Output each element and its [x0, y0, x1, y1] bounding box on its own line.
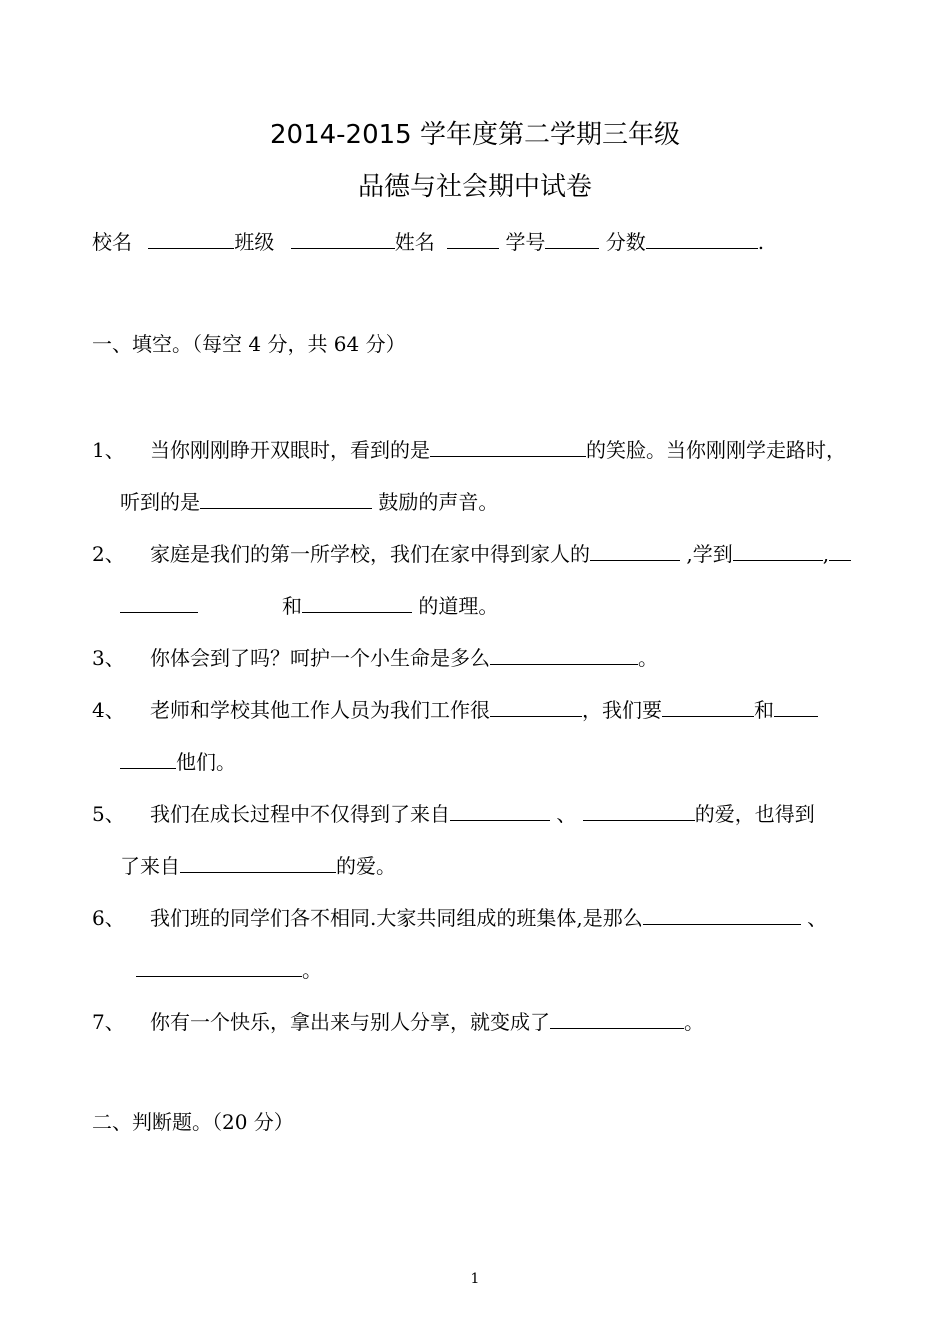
question-6-text-c: 。	[302, 958, 322, 982]
question-2-text-d: 和	[282, 594, 302, 618]
question-2-line2	[120, 590, 498, 620]
question-1-blank-1[interactable]	[430, 434, 586, 457]
question-6-line1	[92, 902, 827, 932]
info-end-mark: .	[757, 230, 765, 254]
question-2-text-e: 的道理。	[412, 594, 499, 618]
question-7-line1	[92, 1006, 704, 1036]
question-2-line1	[92, 538, 851, 568]
question-7-blank-1[interactable]	[550, 1006, 684, 1029]
question-6-text-b: 、	[800, 906, 828, 930]
student-no-label: 学号	[505, 230, 546, 254]
question-1-number: 1、	[92, 438, 125, 462]
question-5-number: 5、	[92, 802, 125, 826]
question-2-blank-1[interactable]	[590, 538, 680, 561]
question-5-blank-2[interactable]	[583, 798, 695, 821]
exam-title-line1: 2014-2015 学年度第二学期三年级	[270, 120, 680, 150]
question-5-line1	[92, 798, 815, 828]
question-5-text-c: 的爱，也得到	[694, 802, 815, 826]
question-1-text-b: 的笑脸。当你刚刚学走路时，	[586, 438, 846, 462]
question-5-blank-3[interactable]	[180, 850, 336, 873]
question-2-blank-4[interactable]	[302, 590, 412, 613]
question-5-text-a: 我们在成长过程中不仅得到了来自	[150, 802, 450, 826]
question-2-text-a: 家庭是我们的第一所学校，我们在家中得到家人的	[150, 542, 590, 566]
question-2-blank-2[interactable]	[733, 538, 823, 561]
question-4-number: 4、	[92, 698, 125, 722]
question-3-text-a: 你体会到了吗？呵护一个小生命是多么	[150, 646, 490, 670]
question-4-text-a: 老师和学校其他工作人员为我们工作很	[150, 698, 490, 722]
question-5-text-d: 了来自	[120, 854, 180, 878]
question-4-text-b: ，我们要	[582, 698, 662, 722]
question-4-text-d: 他们。	[176, 750, 236, 774]
question-4-blank-3b[interactable]	[120, 746, 176, 769]
question-1-text-d: 鼓励的声音。	[372, 490, 499, 514]
page-number: 1	[470, 1271, 480, 1287]
exam-title-line2: 品德与社会期中试卷	[357, 172, 592, 202]
question-6-blank-1[interactable]	[643, 902, 801, 925]
section1-heading: 一、填空。（每空 4 分，共 64 分）	[92, 332, 406, 356]
question-1-line1	[92, 434, 846, 464]
question-5-blank-1[interactable]	[450, 798, 550, 821]
question-4-line2	[120, 746, 236, 776]
question-1-text-a: 当你刚刚睁开双眼时，看到的是	[150, 438, 430, 462]
question-6-text-a: 我们班的同学们各不相同.大家共同组成的班集体,是那么	[150, 906, 643, 930]
question-5-text-e: 的爱。	[336, 854, 396, 878]
question-7-text-a: 你有一个快乐，拿出来与别人分享，就变成了	[150, 1010, 550, 1034]
section2-heading: 二、判断题。（20 分）	[92, 1110, 294, 1134]
question-7-number: 7、	[92, 1010, 125, 1034]
question-5-line2	[120, 850, 396, 880]
question-4-blank-2[interactable]	[662, 694, 754, 717]
question-5-text-b: 、	[550, 802, 583, 826]
school-blank[interactable]	[148, 226, 234, 249]
question-1-blank-2[interactable]	[200, 486, 372, 509]
question-4-text-c: 和	[754, 698, 774, 722]
class-blank[interactable]	[291, 226, 395, 249]
question-7-text-b: 。	[684, 1010, 704, 1034]
student-info-line	[92, 226, 764, 256]
question-4-blank-3a[interactable]	[774, 694, 818, 717]
score-label: 分数	[605, 230, 646, 254]
question-2-number: 2、	[92, 542, 125, 566]
question-2-text-c: ,	[822, 542, 830, 566]
question-6-blank-2[interactable]	[136, 954, 302, 977]
question-1-text-c: 听到的是	[120, 490, 200, 514]
student-no-blank[interactable]	[545, 226, 599, 249]
name-blank[interactable]	[447, 226, 499, 249]
question-2-text-b: ,学到	[680, 542, 733, 566]
score-blank[interactable]	[646, 226, 758, 249]
school-label: 校名	[92, 230, 132, 254]
question-2-blank-3a[interactable]	[829, 538, 851, 561]
question-4-blank-1[interactable]	[490, 694, 582, 717]
name-label: 姓名	[394, 230, 435, 254]
question-1-line2	[120, 486, 498, 516]
question-2-blank-3b[interactable]	[120, 590, 198, 613]
question-6-line2	[136, 954, 322, 984]
question-3-blank-1[interactable]	[490, 642, 638, 665]
question-3-text-b: 。	[638, 646, 658, 670]
question-6-number: 6、	[92, 906, 125, 930]
question-4-line1	[92, 694, 818, 724]
question-3-line1	[92, 642, 658, 672]
class-label: 班级	[234, 230, 275, 254]
question-3-number: 3、	[92, 646, 125, 670]
